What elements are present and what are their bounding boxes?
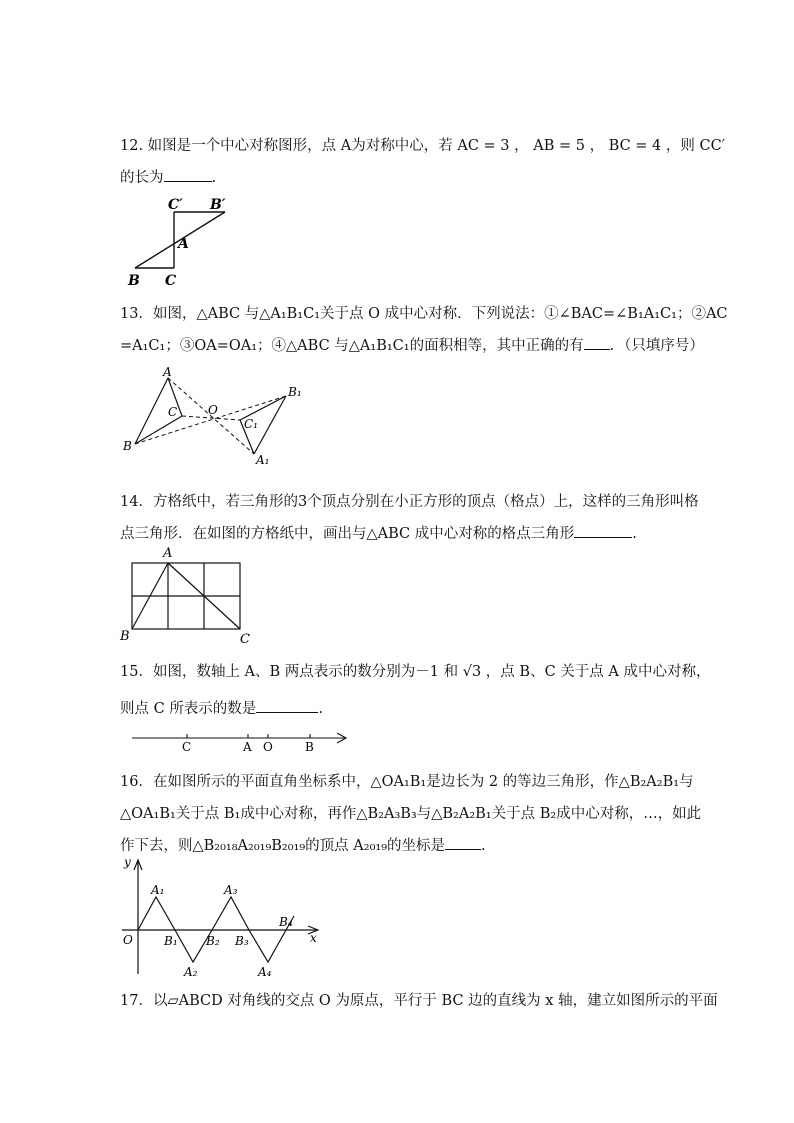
q12-label-b-prime: B′ [210, 197, 226, 213]
q14-prefix: 点三角形．在如图的方格纸中，画出与△ABC 成中心对称的格点三角形 [120, 526, 575, 542]
q15-prefix: 则点 C 所表示的数是 [120, 701, 257, 717]
q14-text-line1: 14．方格纸中，若三角形的3个顶点分别在小正方形的顶点（格点）上，这样的三角形叫格 [120, 494, 699, 510]
q13-label-b1: B₁ [288, 385, 302, 399]
q14-answer-blank[interactable] [574, 525, 632, 538]
q13-text-line1: 13．如图，△ABC 与△A₁B₁C₁关于点 O 成中心对称．下列说法：①∠BAC=∠B₁A₁C₁；②AC [120, 306, 728, 322]
q16-label-b2: B₂ [206, 934, 220, 948]
q12-figure [122, 195, 232, 291]
q14-period: . [632, 526, 637, 542]
q15-answer-blank[interactable] [256, 700, 318, 713]
q13-suffix: ．（只填序号） [609, 338, 704, 354]
q16-label-b1: B₁ [164, 934, 178, 948]
q16-label-a3: A₃ [224, 883, 238, 897]
q13-label-c1: C₁ [244, 417, 258, 431]
q16-label-b4: B₄ [279, 915, 293, 929]
q16-label-x: x [310, 931, 317, 945]
q12-text-line1: 12. 如图是一个中心对称图形，点 A为对称中心，若 AC = 3 ， AB = 5 ， BC = 4 ，则 CC′ [120, 138, 725, 154]
q12-answer-blank[interactable] [164, 169, 212, 182]
q16-label-a4: A₄ [258, 965, 272, 979]
q14-label-a: A [163, 546, 173, 561]
q16-label-o: O [123, 933, 133, 947]
q16-text-line1: 16．在如图所示的平面直角坐标系中，△OA₁B₁是边长为 2 的等边三角形，作△B₂A₂B₁与 [120, 774, 694, 790]
q12-prefix: 的长为 [120, 170, 164, 186]
q13-text-line2 [120, 334, 704, 355]
q12-label-a: A [178, 236, 189, 252]
q13-prefix: =A₁C₁；③OA=OA₁；④△ABC 与△A₁B₁C₁的面积相等，其中正确的有 [120, 338, 584, 354]
q14-label-b: B [120, 629, 130, 644]
q15-number-line [130, 724, 352, 754]
q15-label-o: O [263, 740, 273, 754]
q13-label-o: O [208, 403, 218, 417]
q16-label-y: y [124, 855, 131, 869]
q15-label-a: A [243, 740, 252, 754]
q16-text-line2: △OA₁B₁关于点 B₁成中心对称，再作△B₂A₃B₃与△B₂A₂B₁关于点 B₂成中心对称，…，如此 [120, 806, 702, 822]
q12-label-b: B [128, 273, 140, 289]
q15-label-c: C [182, 740, 192, 754]
q12-label-c: C [165, 273, 177, 289]
q12-text-line2 [120, 166, 680, 187]
q13-label-a: A [163, 365, 172, 379]
q16-answer-blank[interactable] [445, 837, 481, 850]
q13-label-b: B [123, 439, 132, 453]
q17-text-line1: 17．以▱ABCD 对角线的交点 O 为原点，平行于 BC 边的直线为 x 轴，建立如图所示的平面 [120, 993, 718, 1009]
q16-label-a2: A₂ [184, 965, 198, 979]
q13-label-c: C [168, 405, 178, 419]
q15-label-b: B [305, 740, 314, 754]
q16-period: . [481, 838, 486, 854]
q12-period: . [211, 170, 217, 186]
q13-label-a1: A₁ [256, 453, 270, 467]
q16-label-a1: A₁ [151, 883, 165, 897]
q14-grid-figure [118, 545, 258, 647]
q13-answer-blank[interactable] [584, 337, 610, 350]
q14-label-c: C [240, 632, 250, 647]
q16-prefix: 作下去，则△B₂₀₁₈A₂₀₁₉B₂₀₁₉的顶点 A₂₀₁₉的坐标是 [120, 838, 446, 854]
q12-label-c-prime: C′ [168, 197, 183, 213]
q16-coordinate-figure [118, 852, 328, 982]
q14-text-line2 [120, 522, 680, 543]
q13-figure [120, 366, 320, 466]
q15-text-line2 [120, 697, 680, 718]
q16-label-b3: B₃ [235, 934, 249, 948]
q15-period: . [318, 701, 323, 717]
q15-text-line1: 15．如图，数轴上 A、B 两点表示的数分别为－1 和 √3 ，点 B、C 关于点 A 成中心对称， [120, 664, 711, 680]
